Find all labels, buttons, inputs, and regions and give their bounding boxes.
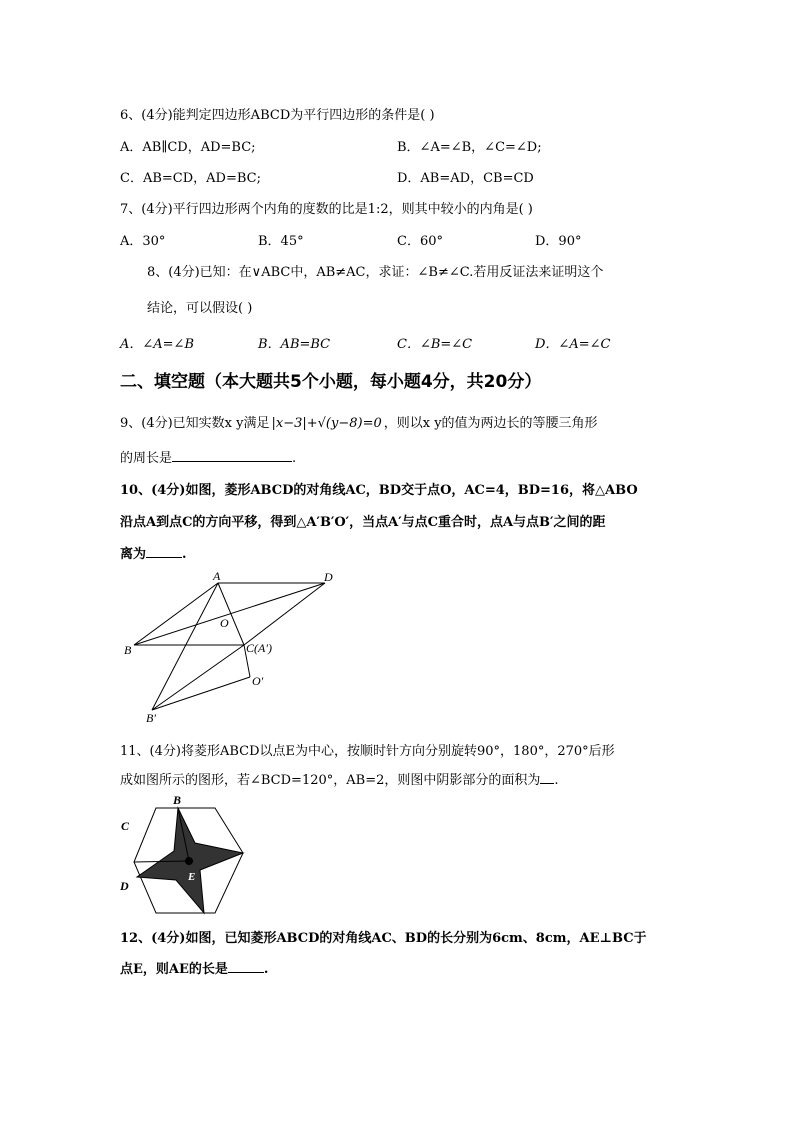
q10-label-d: D [324,570,333,584]
q11-label-e: E [188,871,196,883]
q10-label-b2: B′ [146,711,156,725]
q11-label-d: D [120,879,129,893]
q7-option-d: D．90° [535,234,582,249]
q10-label-a: A [213,569,221,583]
q8-stem-line1: 8、(4分)已知：在∨ABC中，AB≠AC，求证：∠B≠∠C.若用反证法来证明这个 [147,265,604,280]
q12-period: . [263,962,269,977]
q10-label-o: O [220,616,229,630]
q10-line1: 10、(4分)如图，菱形ABCD的对角线AC，BD交于点O，AC=4，BD=16，将△ABO [120,483,638,498]
q10-label-o2: O′ [252,674,264,688]
q9-line2 [120,447,296,466]
q6-option-b: B．∠A=∠B，∠C=∠D; [397,140,542,155]
q12-answer-blank[interactable] [228,958,264,973]
q10-label-b: B [124,643,132,657]
q9-line1-pre: 9、(4分)已知实数x y满足 [120,416,270,431]
q10-answer-blank[interactable] [146,543,182,558]
q10-edge-ab [134,583,218,645]
q10-diagonal-bd [134,583,325,645]
q10-edge-c-b2 [152,645,244,710]
q9-period: . [292,451,297,466]
q11-center-e [185,857,193,865]
q10-rhombus-figure [115,566,345,728]
q11-star-figure [115,790,250,918]
q10-diagonal-ac [218,583,244,645]
q9-line1 [120,412,598,431]
q11-line2 [120,769,559,788]
q10-edge-cd [244,583,325,645]
q10-period: . [182,547,187,562]
q7-option-c: C．60° [397,234,443,249]
q7-option-a: A．30° [120,234,166,249]
q8-stem-line2: 结论，可以假设( ) [147,301,253,316]
q11-label-a: A [160,839,169,853]
q11-answer-blank[interactable] [540,769,554,784]
q8-option-d: D．∠A=∠C [535,337,611,352]
section-2-heading: 二、填空题（本大题共5个小题，每小题4分，共20分） [120,372,542,392]
q6-option-d: D．AB=AD，CB=CD [397,171,534,186]
q9-answer-blank[interactable] [172,447,292,462]
q6-option-a: A．AB∥CD，AD=BC; [120,140,256,155]
q11-label-c: C [121,819,130,833]
q8-option-b: B．AB=BC [258,337,331,352]
q10-line3 [120,543,187,562]
q9-line1-post: ，则以x y的值为两边长的等腰三角形 [383,416,598,431]
q9-line2-text: 的周长是 [120,451,173,466]
q7-stem: 7、(4分)平行四边形两个内角的度数的比是1:2，则其中较小的内角是( ) [120,202,533,217]
q11-line2-text: 成如图所示的图形，若∠BCD=120°，AB=2，则图中阴影部分的面积为 [120,773,541,788]
q10-line3-text: 离为 [120,547,147,562]
q11-period: . [554,773,559,788]
q6-stem: 6、(4分)能判定四边形ABCD为平行四边形的条件是( ) [120,108,435,123]
q12-line2 [120,958,268,977]
q7-option-b: B．45° [258,234,304,249]
q8-option-c: C．∠B=∠C [397,337,473,352]
q6-option-c: C．AB=CD，AD=BC; [120,171,261,186]
q11-line1: 11、(4分)将菱形ABCD以点E为中心，按顺时针方向分别旋转90°，180°，270°后形 [120,744,615,759]
q11-label-b: B [173,793,182,807]
q12-line2-text: 点E，则AE的长是 [120,962,228,977]
q12-line1: 12、(4分)如图，已知菱形ABCD的对角线AC、BD的长分别为6cm、8cm，AE⊥BC于 [120,931,647,946]
q10-label-c: C(A′) [246,641,272,655]
q10-line2: 沿点A到点C的方向平移，得到△A′B′O′，当点A′与点C重合时，点A与点B′之间的距 [120,515,606,530]
q8-option-a: A．∠A=∠B [120,337,195,352]
q9-equation: |x−3|+√(y−8)=0 [271,416,382,431]
